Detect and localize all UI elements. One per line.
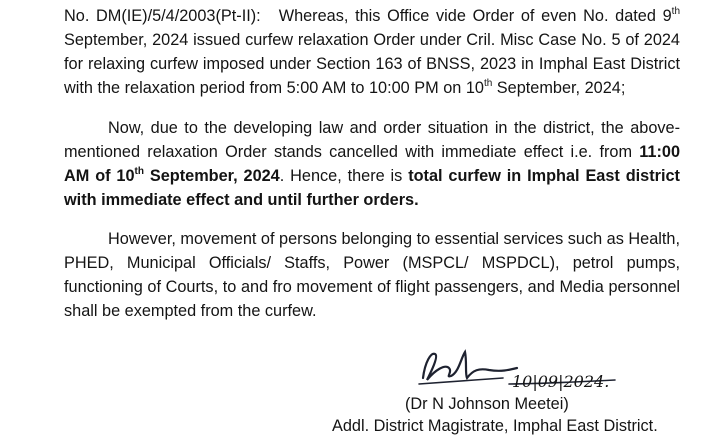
- para2-bold-time: 11:00 AM of 10: [64, 143, 680, 185]
- para1-sup-2: th: [483, 78, 493, 89]
- para2-text-a: Now, due to the developing law and order situation in the district, the above-mentioned relaxation Order stands cancelled with immediate effect i.e. from: [64, 119, 680, 161]
- paragraph-exemptions: [64, 227, 680, 323]
- signatory-designation: Addl. District Magistrate, Imphal East District.: [332, 417, 658, 435]
- para1-text-a: Whereas, this Office vide Order of even No. dated 9: [278, 7, 672, 25]
- signature-date: 10|09|2024.: [512, 372, 610, 391]
- para1-text-c: September, 2024;: [492, 79, 626, 97]
- para1-sup-1: th: [671, 6, 681, 17]
- paragraph-cancellation: [64, 116, 680, 212]
- signatory-name: (Dr N Johnson Meetei): [405, 395, 569, 413]
- para2-bold-date: September, 2024: [144, 167, 280, 185]
- para2-sup: th: [134, 166, 144, 177]
- para3-text: However, movement of persons belonging to essential services such as Health, PHED, Municipal Officials/ Staffs, Power (MSPCL/ MSPDCL), petrol pumps, functioning of Courts, to and fro movement of flight passengers, and Media personnel shall be exempted from the curfew.: [64, 230, 680, 320]
- reference-number: No. DM(IE)/5/4/2003(Pt-II):: [64, 7, 261, 25]
- paragraph-preamble: [64, 4, 680, 100]
- para2-bold-curfew: total curfew in Imphal East district with immediate effect and until further orders.: [64, 167, 680, 209]
- para2-text-d: . Hence, there is: [279, 167, 409, 185]
- para1-text-b: September, 2024 issued curfew relaxation Order under Cril. Misc Case No. 5 of 2024 for relaxing curfew imposed under Section 163 of BNSS, 2023 in Imphal East District with the relaxation period from 5:00 AM to 10:00 PM on 10: [64, 31, 680, 97]
